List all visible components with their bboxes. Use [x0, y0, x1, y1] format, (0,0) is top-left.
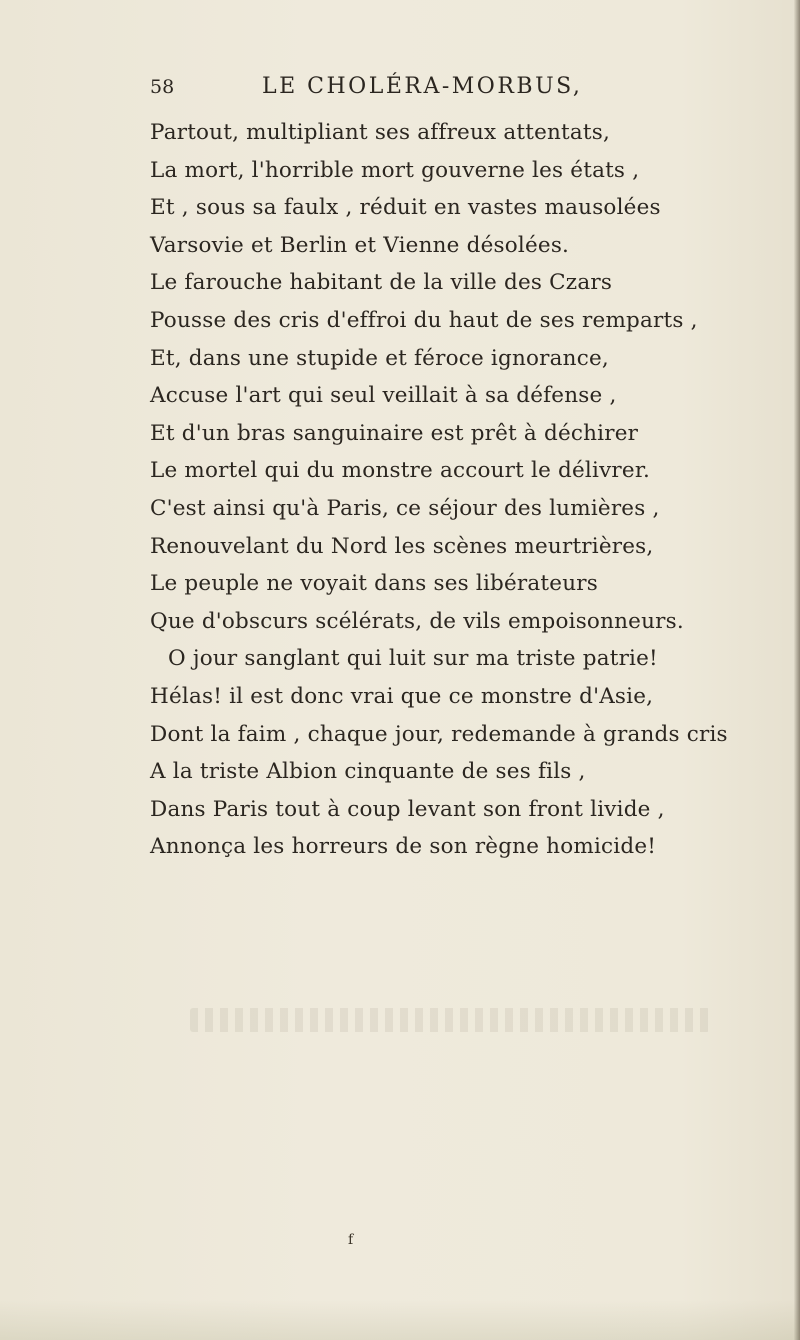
poem-line: A la triste Albion cinquante de ses fils , [150, 759, 586, 785]
poem-line: Partout, multipliant ses affreux attentats, [150, 120, 611, 145]
poem-line: Annonça les horreurs de son règne homicide! [150, 834, 657, 860]
poem-line: Dont la faim , chaque jour, redemande à grands cris [150, 721, 728, 747]
poem-line: Le peuple ne voyait dans ses libérateurs [150, 571, 598, 597]
poem-line: Hélas! il est donc vrai que ce monstre d'Asie, [150, 683, 654, 709]
poem-line: C'est ainsi qu'à Paris, ce séjour des lumières , [150, 495, 660, 521]
poem-body [150, 114, 790, 866]
poem-line: Dans Paris tout à coup levant son front livide , [150, 796, 665, 822]
page-number: 58 [150, 76, 175, 98]
poem-line: Renouvelant du Nord les scènes meurtrières, [150, 533, 654, 559]
poem-line: Que d'obscurs scélérats, de vils empoisonneurs. [150, 608, 684, 634]
poem-line: Le farouche habitant de la ville des Czars [150, 270, 613, 296]
poem-line: Varsovie et Berlin et Vienne désolées. [150, 232, 570, 258]
running-title: LE CHOLÉRA-MORBUS, [262, 74, 583, 99]
show-through-text [190, 1008, 710, 1032]
footer-mark: f [348, 1232, 354, 1248]
poem-line: La mort, l'horrible mort gouverne les états , [150, 157, 640, 183]
poem-line: Et d'un bras sanguinaire est prêt à déchirer [150, 420, 639, 446]
page-edge-shadow [794, 0, 800, 1340]
poem-line: Et, dans une stupide et féroce ignorance, [150, 345, 609, 371]
page-bottom-stain [0, 1300, 800, 1340]
page-header [150, 74, 630, 108]
poem-line: Le mortel qui du monstre accourt le délivrer. [150, 458, 650, 484]
poem-line: O jour sanglant qui luit sur ma triste patrie! [168, 646, 658, 672]
poem-line: Et , sous sa faulx , réduit en vastes mausolées [150, 195, 661, 221]
poem-line: Pousse des cris d'effroi du haut de ses remparts , [150, 307, 698, 333]
poem-line: Accuse l'art qui seul veillait à sa défense , [150, 383, 617, 409]
